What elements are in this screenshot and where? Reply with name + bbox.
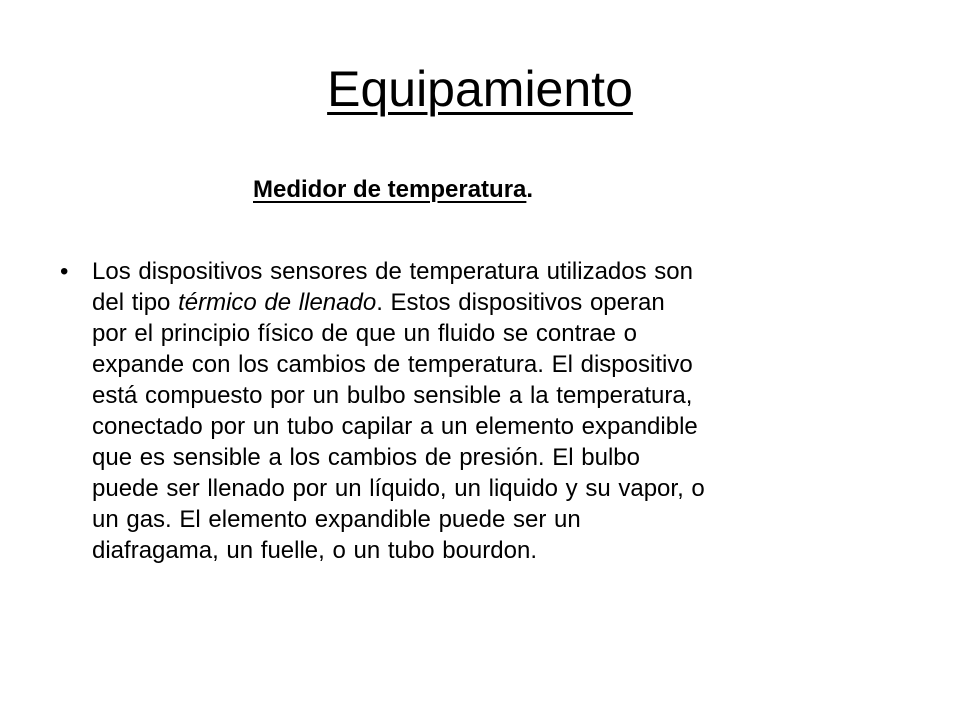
paragraph-line: puede ser llenado por un líquido, un liquido y su vapor, o bbox=[92, 475, 705, 502]
bullet-icon: • bbox=[60, 258, 69, 285]
bullet-item bbox=[60, 256, 920, 566]
paragraph-line: está compuesto por un bulbo sensible a la temperatura, bbox=[92, 382, 693, 409]
paragraph-line: diafragama, un fuelle, o un tubo bourdon. bbox=[92, 537, 537, 564]
paragraph-line: conectado por un tubo capilar a un elemento expandible bbox=[92, 413, 698, 440]
italic-term: térmico de llenado bbox=[178, 289, 377, 316]
paragraph-line: un gas. El elemento expandible puede ser un bbox=[92, 506, 581, 533]
paragraph-line: del tipo térmico de llenado. Estos dispositivos operan bbox=[92, 289, 665, 316]
bullet-list bbox=[60, 256, 920, 566]
paragraph-line: que es sensible a los cambios de presión. El bulbo bbox=[92, 444, 640, 471]
slide-subtitle-period: . bbox=[526, 176, 534, 203]
slide-title-text: Equipamiento bbox=[327, 61, 633, 117]
slide-subtitle-text: Medidor de temperatura bbox=[253, 176, 527, 203]
slide-title bbox=[0, 54, 960, 124]
paragraph-line: por el principio físico de que un fluido se contrae o bbox=[92, 320, 637, 347]
slide-subtitle bbox=[253, 172, 533, 208]
paragraph-line: Los dispositivos sensores de temperatura utilizados son bbox=[92, 258, 693, 285]
paragraph-text bbox=[92, 256, 920, 566]
paragraph-line: expande con los cambios de temperatura. El dispositivo bbox=[92, 351, 693, 378]
